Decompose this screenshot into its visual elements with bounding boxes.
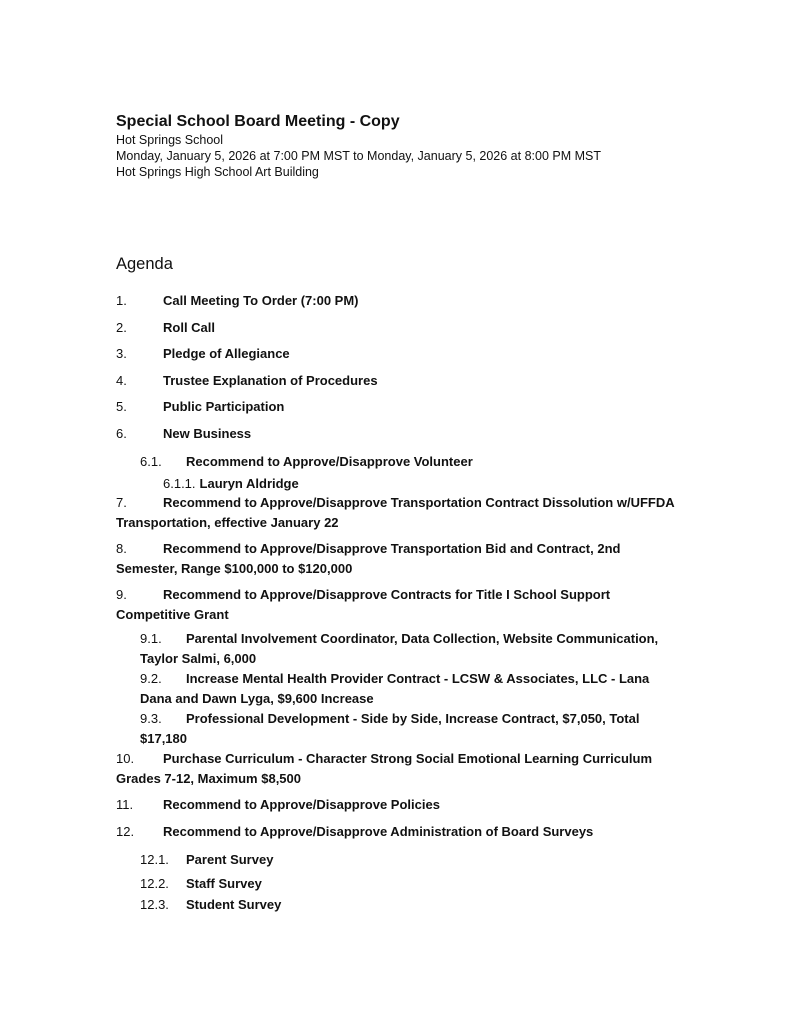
item-number: 6.1.1. (163, 475, 196, 491)
agenda-subitem (116, 850, 676, 870)
item-text: Trustee Explanation of Procedures (163, 372, 378, 388)
agenda-subitem (116, 874, 676, 894)
item-text: Professional Development - Side by Side, Increase Contract, $7,050, Total $17,180 (140, 711, 640, 746)
item-text: Recommend to Approve/Disapprove Administration of Board Surveys (163, 823, 594, 839)
item-text: Staff Survey (186, 875, 262, 891)
agenda-item (116, 539, 676, 578)
item-number: 1. (116, 293, 127, 308)
item-text: Public Participation (163, 399, 285, 414)
item-number: 10. (116, 751, 135, 766)
item-number: 5. (116, 399, 127, 414)
item-number: 6.1. (140, 454, 162, 469)
item-text: Purchase Curriculum - Character Strong Social Emotional Learning Curriculum Grades 7-12, Maximum $8,500 (116, 751, 653, 786)
item-number: 2. (116, 319, 127, 335)
item-text: Recommend to Approve/Disapprove Policies (163, 797, 440, 812)
item-text: Recommend to Approve/Disapprove Transportation Contract Dissolution w/UFFDA Transportation, effective January 22 (116, 495, 675, 530)
item-text: Recommend to Approve/Disapprove Volunteer (186, 454, 473, 469)
item-text: Student Survey (186, 897, 282, 912)
item-number: 6. (116, 425, 127, 441)
agenda-subsubitem (116, 474, 676, 494)
item-text: Call Meeting To Order (7:00 PM) (163, 293, 359, 308)
agenda-item (116, 397, 676, 417)
agenda-item (116, 822, 676, 842)
item-number: 12.2. (140, 875, 169, 891)
item-number: 3. (116, 346, 127, 361)
item-text: New Business (163, 425, 252, 441)
item-text: Recommend to Approve/Disapprove Transportation Bid and Contract, 2nd Semester, Range $100,000 to $120,000 (116, 541, 621, 576)
agenda-list (116, 291, 676, 915)
item-number: 11. (116, 797, 134, 812)
agenda-item (116, 493, 676, 532)
item-number: 12. (116, 823, 135, 839)
agenda-subitem (116, 669, 676, 708)
item-text: Recommend to Approve/Disapprove Contracts for Title I School Support Competitive Grant (116, 587, 611, 622)
item-text: Pledge of Allegiance (163, 346, 290, 361)
agenda-item (116, 371, 676, 391)
item-number: 12.1. (140, 852, 169, 867)
agenda-subitem (116, 452, 676, 472)
item-text: Parent Survey (186, 852, 274, 867)
item-text: Parental Involvement Coordinator, Data Collection, Website Communication, Taylor Salmi, 6,000 (140, 631, 659, 666)
agenda-subitem (116, 895, 676, 915)
page-title: Special School Board Meeting - Copy (116, 113, 400, 130)
organization: Hot Springs School (116, 133, 224, 147)
item-number: 9.1. (140, 631, 162, 646)
item-text: Increase Mental Health Provider Contract - LCSW & Associates, LLC - Lana Dana and Dawn Lyga, $9,600 Increase (140, 671, 650, 706)
agenda-subitem (116, 709, 676, 748)
agenda-item (116, 749, 676, 788)
item-number: 4. (116, 372, 127, 388)
item-text: Lauryn Aldridge (199, 475, 299, 491)
item-number: 8. (116, 541, 127, 556)
item-number: 12.3. (140, 897, 169, 912)
item-number: 9.2. (140, 671, 162, 686)
item-number: 7. (116, 495, 127, 510)
meeting-header (116, 112, 676, 180)
agenda-subitem (116, 629, 676, 668)
item-number: 9.3. (140, 711, 162, 726)
agenda-heading: Agenda (116, 255, 173, 273)
agenda-item (116, 318, 676, 338)
agenda-item (116, 344, 676, 364)
meeting-location: Hot Springs High School Art Building (116, 165, 319, 179)
meeting-datetime: Monday, January 5, 2026 at 7:00 PM MST to Monday, January 5, 2026 at 8:00 PM MST (116, 149, 601, 163)
agenda-item (116, 291, 676, 311)
agenda-item (116, 585, 676, 624)
item-text: Roll Call (163, 319, 216, 335)
item-number: 9. (116, 587, 127, 602)
agenda-item (116, 795, 676, 815)
agenda-item (116, 424, 676, 444)
